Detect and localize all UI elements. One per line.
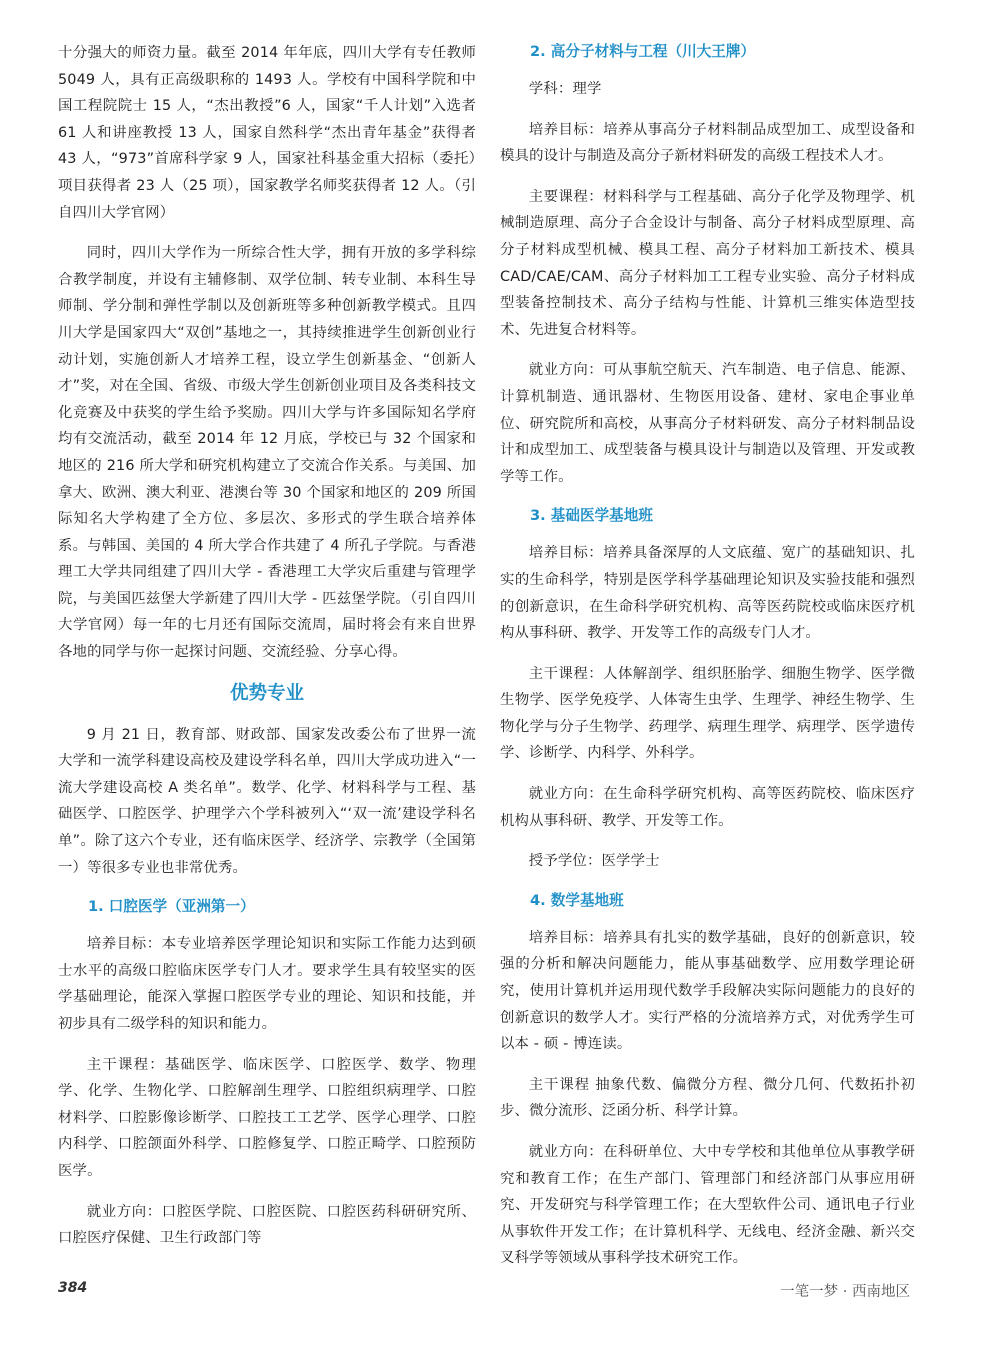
basic-medicine-courses: 主干课程：人体解剖学、组织胚胎学、细胞生物学、医学微生物学、医学免疫学、人体寄生虫学、生理学、神经生物学、生物化学与分子生物学、药理学、病理生理学、病理学、医学遗传学、诊断学、内科学、外科学。 — [500, 665, 915, 762]
polymer-goal: 培养目标：培养从事高分子材料制品成型加工、成型设备和模具的设计与制造及高分子新材料研发的高级工程技术人才。 — [500, 121, 915, 165]
mathematics-career: 就业方向：在科研单位、大中专学校和其他单位从事教学研究和教育工作；在生产部门、管理部门和经济部门从事应用研究、开发研究与科学管理工作；在大型软件公司、通讯电子行业从事软件开发工作；在计算机科学、无线电、经济金融、新兴交叉科学等领域从事科学技术研究工作。 — [500, 1144, 915, 1267]
left-column — [58, 40, 476, 1266]
major-heading-mathematics: 4. 数学基地班 — [530, 891, 624, 909]
basic-medicine-goal: 培养目标：培养具备深厚的人文底蕴、宽广的基础知识、扎实的生命科学，特别是医学科学基础理论知识及实验技能和强烈的创新意识，在生命科学研究机构、高等医药院校或临床医疗机构从事科研、教学、开发等工作的高级专门人才。 — [500, 545, 915, 642]
stomatology-career: 就业方向：口腔医学院、口腔医院、口腔医药科研研究所、口腔医疗保健、卫生行政部门等 — [58, 1203, 476, 1247]
major-heading-polymer: 2. 高分子材料与工程（川大王牌） — [530, 43, 756, 60]
intro-paragraph-teaching: 同时，四川大学作为一所综合性大学，拥有开放的多学科综合教学制度，并设有主辅修制、双学位制、转专业制、本科生导师制、学分制和弹性学制以及创新班等多种创新教学模式。且四川大学是国家四大“双创”基地之一，其持续推进学生创新创业行动计划，实施创新人才培养工程，设立学生创新基金、“创新人才”奖，对在全国、省级、市级大学生创新创业项目及各类科技文化竞赛及中获奖的学生给予奖励。四川大学与许多国际知名学府均有交流活动，截至 2014 年 12 月底，学校已与 32 个国家和地区的 216 所大学和研究机构建立了交流合作关系。与美国、加拿大、欧洲、澳大利亚、港澳台等 30 个国家和地区的 209 所国际知名大学构建了全方位、多层次、多形式的学生联合培养体系。与韩国、美国的 4 所大学合作共建了 4 所孔子学院。与香港理工大学共同组建了四川大学 - 香港理工大学灾后重建与管理学院，与美国匹兹堡大学新建了四川大学 - 匹兹堡学院。（引自四川大学官网）每一年的七月还有国际交流周，届时将会有来自世界各地的同学与你一起探讨问题、交流经验、分享心得。 — [58, 245, 476, 661]
stomatology-courses: 主干课程：基础医学、临床医学、口腔医学、数学、物理学、化学、生物化学、口腔解剖生理学、口腔组织病理学、口腔材料学、口腔影像诊断学、口腔技工工艺学、医学心理学、口腔内科学、口腔颌面外科学、口腔修复学、口腔正畸学、口腔预防医学。 — [58, 1056, 476, 1179]
stomatology-goal: 培养目标：本专业培养医学理论知识和实际工作能力达到硕士水平的高级口腔临床医学专门人才。要求学生具有较坚实的医学基础理论，能深入掌握口腔医学专业的理论、知识和技能，并初步具有二级学科的知识和能力。 — [58, 936, 476, 1032]
polymer-subject: 学科：理学 — [528, 81, 602, 97]
polymer-career: 就业方向：可从事航空航天、汽车制造、电子信息、能源、计算机制造、通讯器材、生物医用设备、建材、家电企事业单位、研究院所和高校，从事高分子材料研发、高分子材料制品设计和成型加工、成型装备与模具设计与制造以及管理、开发或教学等工作。 — [500, 362, 915, 485]
major-heading-stomatology: 1. 口腔医学（亚洲第一） — [88, 898, 255, 916]
double-first-class-paragraph: 9 月 21 日，教育部、财政部、国家发改委公布了世界一流大学和一流学科建设高校及建设学科名单，四川大学成功进入“一流大学建设高校 A 类名单”。数学、化学、材料科学与工程、基础医学、口腔医学、护理学六个学科被列入“‘双一流’建设学科名单”。除了这六个专业，还有临床医学、经济学、宗教学（全国第一）等很多专业也非常优秀。 — [58, 726, 476, 876]
basic-medicine-degree: 授予学位：医学学士 — [528, 853, 660, 870]
right-column — [500, 40, 915, 1286]
mathematics-courses: 主干课程 抽象代数、偏微分方程、微分几何、代数拓扑初步、微分流形、泛函分析、科学计算。 — [500, 1076, 915, 1120]
section-title-advantage-majors: 优势专业 — [229, 682, 304, 704]
mathematics-goal: 培养目标：培养具有扎实的数学基础，良好的创新意识，较强的分析和解决问题能力，能从事基础数学、应用数学理论研究，使用计算机并运用现代数学手段解决实际问题能力的良好的创新意识的数学人才。实行严格的分流培养方式，对优秀学生可以本 - 硕 - 博连读。 — [500, 929, 915, 1053]
intro-paragraph-faculty: 十分强大的师资力量。截至 2014 年年底，四川大学有专任教师 5049 人，具有正高级职称的 1493 人。学校有中国科学院和中国工程院院士 15 人，“杰出教授”6 人，国家“千人计划”入选者 61 人和讲座教授 13 人，国家自然科学“杰出青年基金”获得者 43 人，“973”首席科学家 9 人，国家社科基金重大招标（委托）项目获得者 23 人（25 项），国家教学名师奖获得者 12 人。（引自四川大学官网） — [58, 45, 476, 221]
polymer-courses: 主要课程：材料科学与工程基础、高分子化学及物理学、机械制造原理、高分子合金设计与制备、高分子材料成型原理、高分子材料成型机械、模具工程、高分子材料加工新技术、模具 CAD/CAE/CAM、高分子材料加工工程专业实验、高分子材料成型装备控制技术、高分子结构与性能、计算机三维实体造型技术、先进复合材料等。 — [500, 188, 915, 338]
page-number: 384 — [58, 1280, 88, 1296]
running-title: 一笔一梦 · 西南地区 — [780, 1284, 910, 1300]
major-heading-basic-medicine: 3. 基础医学基地班 — [530, 507, 653, 525]
basic-medicine-career: 就业方向：在生命科学研究机构、高等医药院校、临床医疗机构从事科研、教学、开发等工作。 — [500, 786, 915, 829]
